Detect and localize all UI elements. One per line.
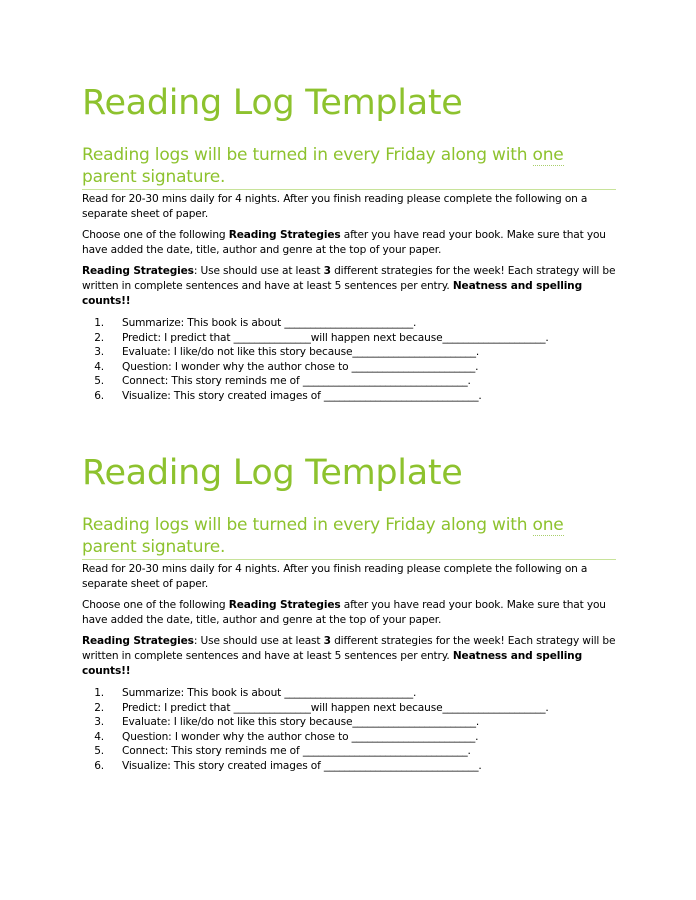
text-run: after you have read your book. Make sure that you have added the date, title, author and genre at the top of your paper.	[82, 229, 606, 256]
list-item	[82, 374, 616, 389]
subtitle-text-start: Reading logs will be turned in every Friday along with	[82, 515, 533, 535]
list-number: 6.	[94, 389, 104, 402]
list-number: 3.	[94, 346, 104, 358]
list-item	[82, 759, 616, 774]
bold-label: Reading Strategies	[82, 265, 194, 277]
list-item	[82, 686, 616, 701]
list-item	[82, 316, 616, 331]
subtitle-text-start: Reading logs will be turned in every Friday along with	[82, 145, 533, 165]
list-number: 5.	[94, 745, 104, 757]
list-item	[82, 715, 616, 730]
list-item-text: Summarize: This book is about _________________________.	[122, 317, 417, 329]
list-item	[82, 360, 616, 375]
reading-log-section-1	[82, 78, 616, 403]
bold-text-run: Reading Strategies	[228, 599, 341, 611]
strategy-requirements	[82, 634, 616, 679]
bold-emphasis: Neatness and spelling counts!!	[82, 650, 583, 677]
text-run: : Use should use at least	[193, 265, 324, 277]
strategy-instructions	[82, 228, 616, 258]
list-number: 3.	[94, 716, 104, 728]
list-item	[82, 730, 616, 745]
bold-number: 3	[323, 265, 331, 277]
strategies-list	[82, 316, 616, 403]
list-item	[82, 744, 616, 759]
bold-text-run: Reading Strategies	[228, 229, 341, 241]
list-item-text: Predict: I predict that _______________will happen next because____________________.	[122, 331, 549, 344]
list-number: 1.	[94, 687, 104, 699]
list-number: 2.	[94, 331, 104, 344]
page-title: Reading Log Template	[82, 83, 463, 123]
text-run: : Use should use at least	[193, 635, 324, 647]
page-title: Reading Log Template	[82, 453, 463, 493]
subtitle-text-end: parent signature.	[82, 167, 226, 187]
list-number: 4.	[94, 730, 104, 743]
bold-emphasis: Neatness and spelling counts!!	[82, 280, 583, 307]
list-number: 1.	[94, 317, 104, 329]
list-item	[82, 389, 616, 404]
strategy-instructions	[82, 598, 616, 628]
section-subtitle	[82, 144, 616, 190]
strategies-list	[82, 686, 616, 773]
bold-label: Reading Strategies	[82, 635, 194, 647]
text-run: Choose one of the following	[82, 599, 229, 611]
reading-instructions: Read for 20-30 mins daily for 4 nights. After you finish reading please complete the following on a separate sheet of paper.	[82, 193, 588, 220]
text-run: different strategies for the week! Each strategy will be written in complete sentences and have at least 5 sentences per entry.	[82, 635, 616, 662]
subtitle-text-end: parent signature.	[82, 537, 226, 557]
section-subtitle	[82, 514, 616, 560]
list-item-text: Connect: This story reminds me of ________________________________.	[122, 375, 471, 387]
list-item-text: Question: I wonder why the author chose to ________________________.	[122, 730, 479, 743]
list-number: 4.	[94, 360, 104, 373]
text-run: different strategies for the week! Each strategy will be written in complete sentences and have at least 5 sentences per entry.	[82, 265, 616, 292]
list-number: 6.	[94, 759, 104, 772]
list-item	[82, 345, 616, 360]
list-item-text: Predict: I predict that _______________will happen next because____________________.	[122, 701, 549, 714]
list-item	[82, 701, 616, 716]
list-item-text: Connect: This story reminds me of ________________________________.	[122, 745, 471, 757]
reading-instructions: Read for 20-30 mins daily for 4 nights. After you finish reading please complete the following on a separate sheet of paper.	[82, 563, 588, 590]
strategy-requirements	[82, 264, 616, 309]
list-item-text: Visualize: This story created images of ______________________________.	[122, 759, 482, 772]
list-number: 2.	[94, 701, 104, 714]
list-number: 5.	[94, 375, 104, 387]
list-item-text: Summarize: This book is about _________________________.	[122, 687, 417, 699]
grammar-flagged-word[interactable]: one	[532, 515, 564, 535]
list-item-text: Visualize: This story created images of ______________________________.	[122, 389, 482, 402]
list-item-text: Question: I wonder why the author chose to ________________________.	[122, 360, 479, 373]
reading-log-section-2	[82, 448, 616, 773]
list-item-text: Evaluate: I like/do not like this story because________________________.	[122, 346, 480, 358]
grammar-flagged-word[interactable]: one	[532, 145, 564, 165]
bold-number: 3	[323, 635, 331, 647]
list-item-text: Evaluate: I like/do not like this story because________________________.	[122, 716, 480, 728]
text-run: after you have read your book. Make sure that you have added the date, title, author and genre at the top of your paper.	[82, 599, 606, 626]
list-item	[82, 331, 616, 346]
text-run: Choose one of the following	[82, 229, 229, 241]
